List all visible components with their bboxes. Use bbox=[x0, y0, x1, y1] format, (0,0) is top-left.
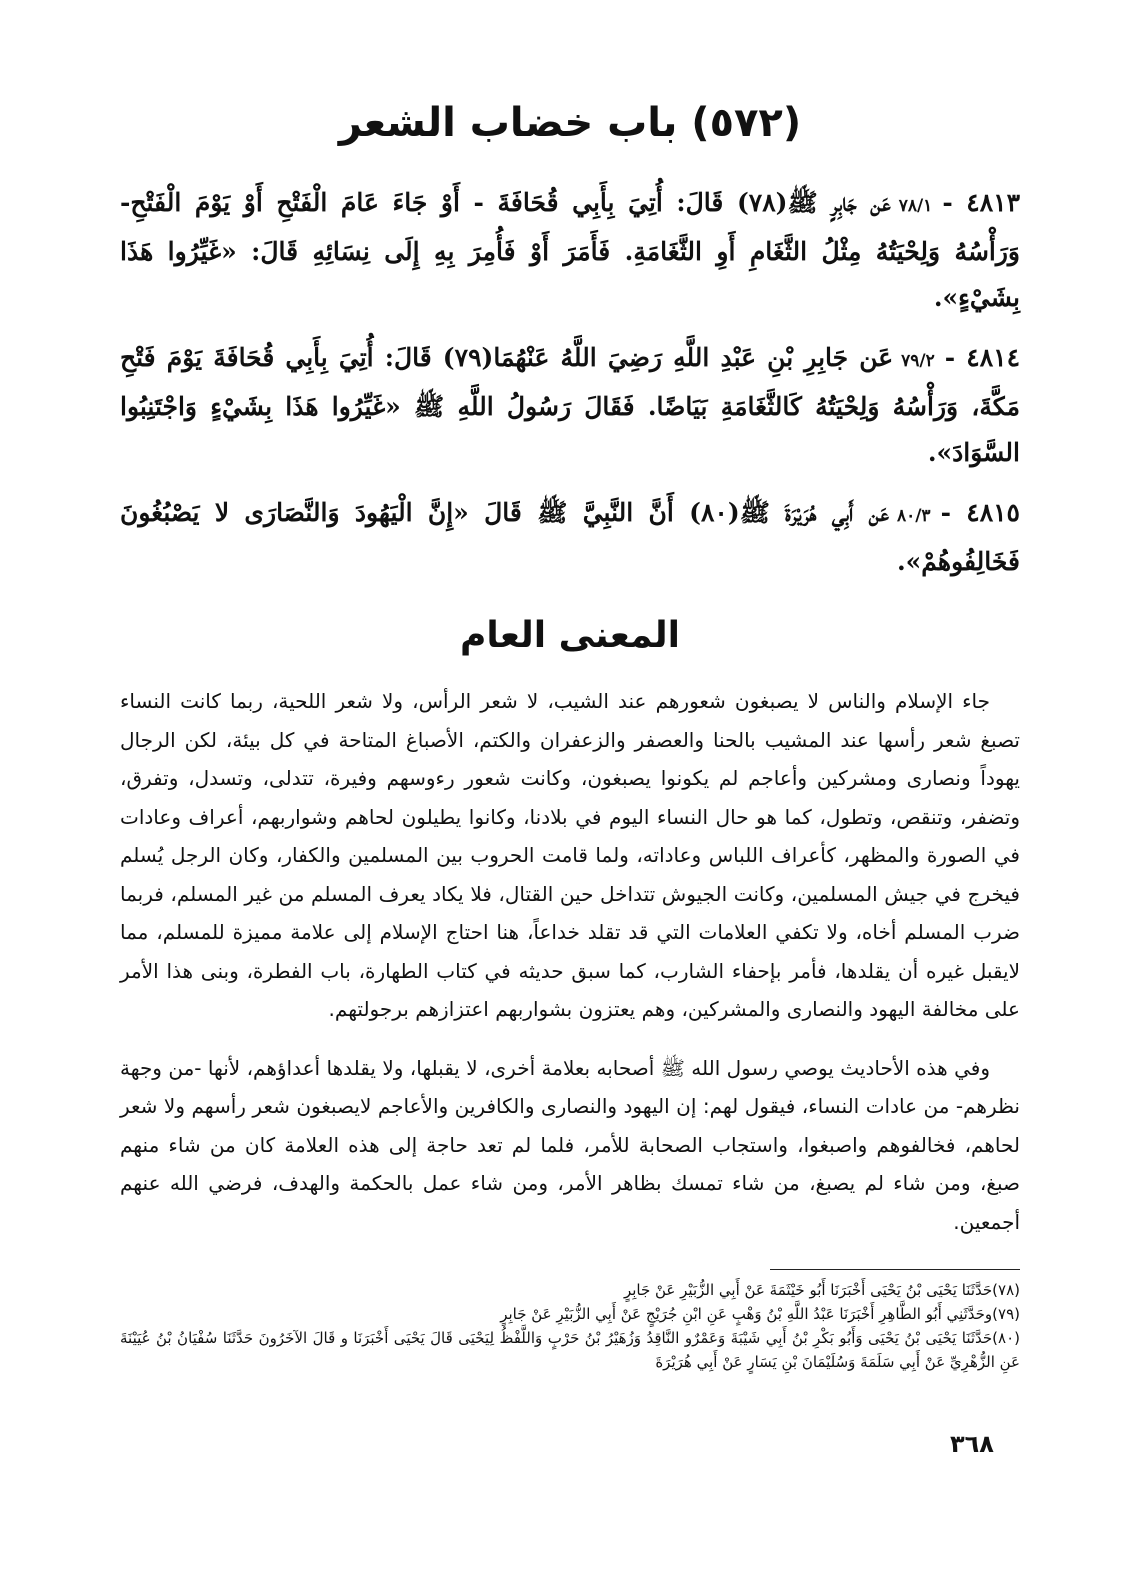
chapter-title: (٥٧٢) باب خضاب الشعر bbox=[338, 100, 802, 146]
book-page bbox=[120, 100, 1020, 1374]
hadith-4815 bbox=[120, 490, 1020, 585]
hadith-subnumber: ٧٩/٢ bbox=[901, 351, 935, 371]
hadith-number: ٤٨١٤ - bbox=[944, 343, 1020, 372]
hadith-4814 bbox=[120, 335, 1020, 476]
footnote-79: (٧٩)وحَدَّثَنِي أَبُو الطَّاهِرِ أَخْبَرَنَا عَبْدُ اللَّهِ بْنُ وَهْبٍ عَنِ ابْنِ جُرَيْجٍ عَنْ أَبِي الزُّبَيْرِ عَنْ جَابِرٍ bbox=[500, 1305, 1020, 1323]
hadith-4813 bbox=[120, 180, 1020, 321]
footnote-78: (٧٨)حَدَّثَنَا يَحْيَى بْنُ يَحْيَى أَخْبَرَنَا أَبُو خَيْثَمَةَ عَنْ أَبِي الزُّبَيْرِ عَنْ جَابِرٍ bbox=[623, 1281, 1020, 1299]
hadith-number: ٤٨١٥ - bbox=[940, 498, 1020, 527]
paragraph: وفي هذه الأحاديث يوصي رسول الله ﷺ أصحابه بعلامة أخرى، لا يقبلها، ولا يقلدها أعداؤهم، لأنها -من وجهة نظرهم- من عادات النساء، فيقول لهم: إن اليهود والنصارى والكافرين والأعاجم لايصبغون شعر رأسهم ولا شعر لحاهم، فخالفوهم واصبغوا، واستجاب الصحابة للأمر، فلما لم تعد حاجة إلى هذه العلامة كان من شاء منهم صبغ، ومن شاء لم يصبغ، من شاء تمسك بظاهر الأمر، ومن شاء عمل بالحكمة والهدف، فرضي الله عنهم أجمعين. bbox=[120, 1055, 1020, 1234]
page-number: ٣٦٨ bbox=[950, 1430, 994, 1458]
hadith-subnumber: ٨٠/٣ bbox=[896, 506, 931, 526]
hadith-text: عَن أَبِي هُرَيْرَةَ ﷺ(٨٠) أَنَّ النَّبِيَّ ﷺ قَالَ «إِنَّ الْيَهُودَ وَالنَّصَارَى لا يَصْبُغُونَ فَخَالِفُوهُمْ». bbox=[120, 498, 1020, 576]
hadith-text: عَن جَابِرٍ ﷺ(٧٨) قَالَ: أُتِيَ بِأَبِي قُحَافَةَ - أَوْ جَاءَ عَامَ الْفَتْحِ أَوْ يَوْمَ الْفَتْحِ- وَرَأْسُهُ وَلِحْيَتُهُ مِثْلُ الثَّغَامِ أَوِ الثَّغَامَةِ. فَأَمَرَ أَوْ فَأُمِرَ بِهِ إِلَى نِسَائِهِ قَالَ: «غَيِّرُوا هَذَا بِشَيْءٍ». bbox=[120, 188, 1020, 312]
hadith-text: عَن جَابِرِ بْنِ عَبْدِ اللَّهِ رَضِيَ اللَّهُ عَنْهُمَا(٧٩) قَالَ: أُتِيَ بِأَبِي قُحَافَةَ يَوْمَ فَتْحِ مَكَّةَ، وَرَأْسُهُ وَلِحْيَتُهُ كَالثَّغَامَةِ بَيَاضًا. فَقَالَ رَسُولُ اللَّهِ ﷺ «غَيِّرُوا هَذَا بِشَيْءٍ وَاجْتَنِبُوا السَّوَادَ». bbox=[120, 343, 1020, 467]
section-title: المعنى العام bbox=[459, 615, 681, 656]
hadith-number: ٤٨١٣ - bbox=[942, 188, 1020, 217]
footnote-80: (٨٠)حَدَّثَنَا يَحْيَى بْنُ يَحْيَى وَأَبُو بَكْرِ بْنُ أَبِي شَيْبَةَ وَعَمْرٌو النَّاقِدُ وَزُهَيْرُ بْنُ حَرْبٍ وَاللَّفْظُ لِيَحْيَى قَالَ يَحْيَى أَخْبَرَنَا و قَالَ الآخَرُونَ حَدَّثَنَا سُفْيَانُ بْنُ عُيَيْنَةَ عَنِ الزُّهْرِيِّ عَنْ أَبِي سَلَمَةَ وَسُلَيْمَانَ بْنِ يَسَارٍ عَنْ أَبِي هُرَيْرَةَ bbox=[120, 1329, 1020, 1371]
paragraph: جاء الإسلام والناس لا يصبغون شعورهم عند الشيب، لا شعر الرأس، ولا شعر اللحية، ربما كانت النساء تصبغ شعر رأسها عند المشيب بالحنا والعصفر والزعفران والكتم، الأصباغ المتاحة في كل بيئة، لكن الرجال يهوداً ونصارى ومشركين وأعاجم لم يكونوا يصبغون، وكانت شعور رءوسهم وفيرة، تتدلى، وتسدل، وتفرق، وتضفر، وتنقص، وتطول، كما هو حال النساء اليوم في بلادنا، وكانوا يطيلون لحاهم وشواربهم، أعراف وعادات في الصورة والمظهر، كأعراف اللباس وعاداته، ولما قامت الحروب بين المسلمين والكفار، وكان الرجل يُسلم فيخرج في جيش المسلمين، وكانت الجيوش تتداخل حين القتال، فلا يكاد يعرف المسلم من غير المسلم، فربما ضرب المسلم أخاه، ولا تكفي العلامات التي قد تقلد خداعاً، هنا احتاج الإسلام إلى علامة مميزة للمسلم، مما لايقبل غيره أن يقلدها، فأمر بإحفاء الشارب، كما سبق حديثه في كتاب الطهارة، باب الفطرة، وبنى هذا الأمر على مخالفة اليهود والنصارى والمشركين، وهم يعتزون بشواربهم اعتزازهم برجولتهم. bbox=[120, 689, 1020, 1021]
footnote-divider bbox=[770, 1269, 1020, 1270]
hadith-subnumber: ٧٨/١ bbox=[898, 196, 933, 216]
